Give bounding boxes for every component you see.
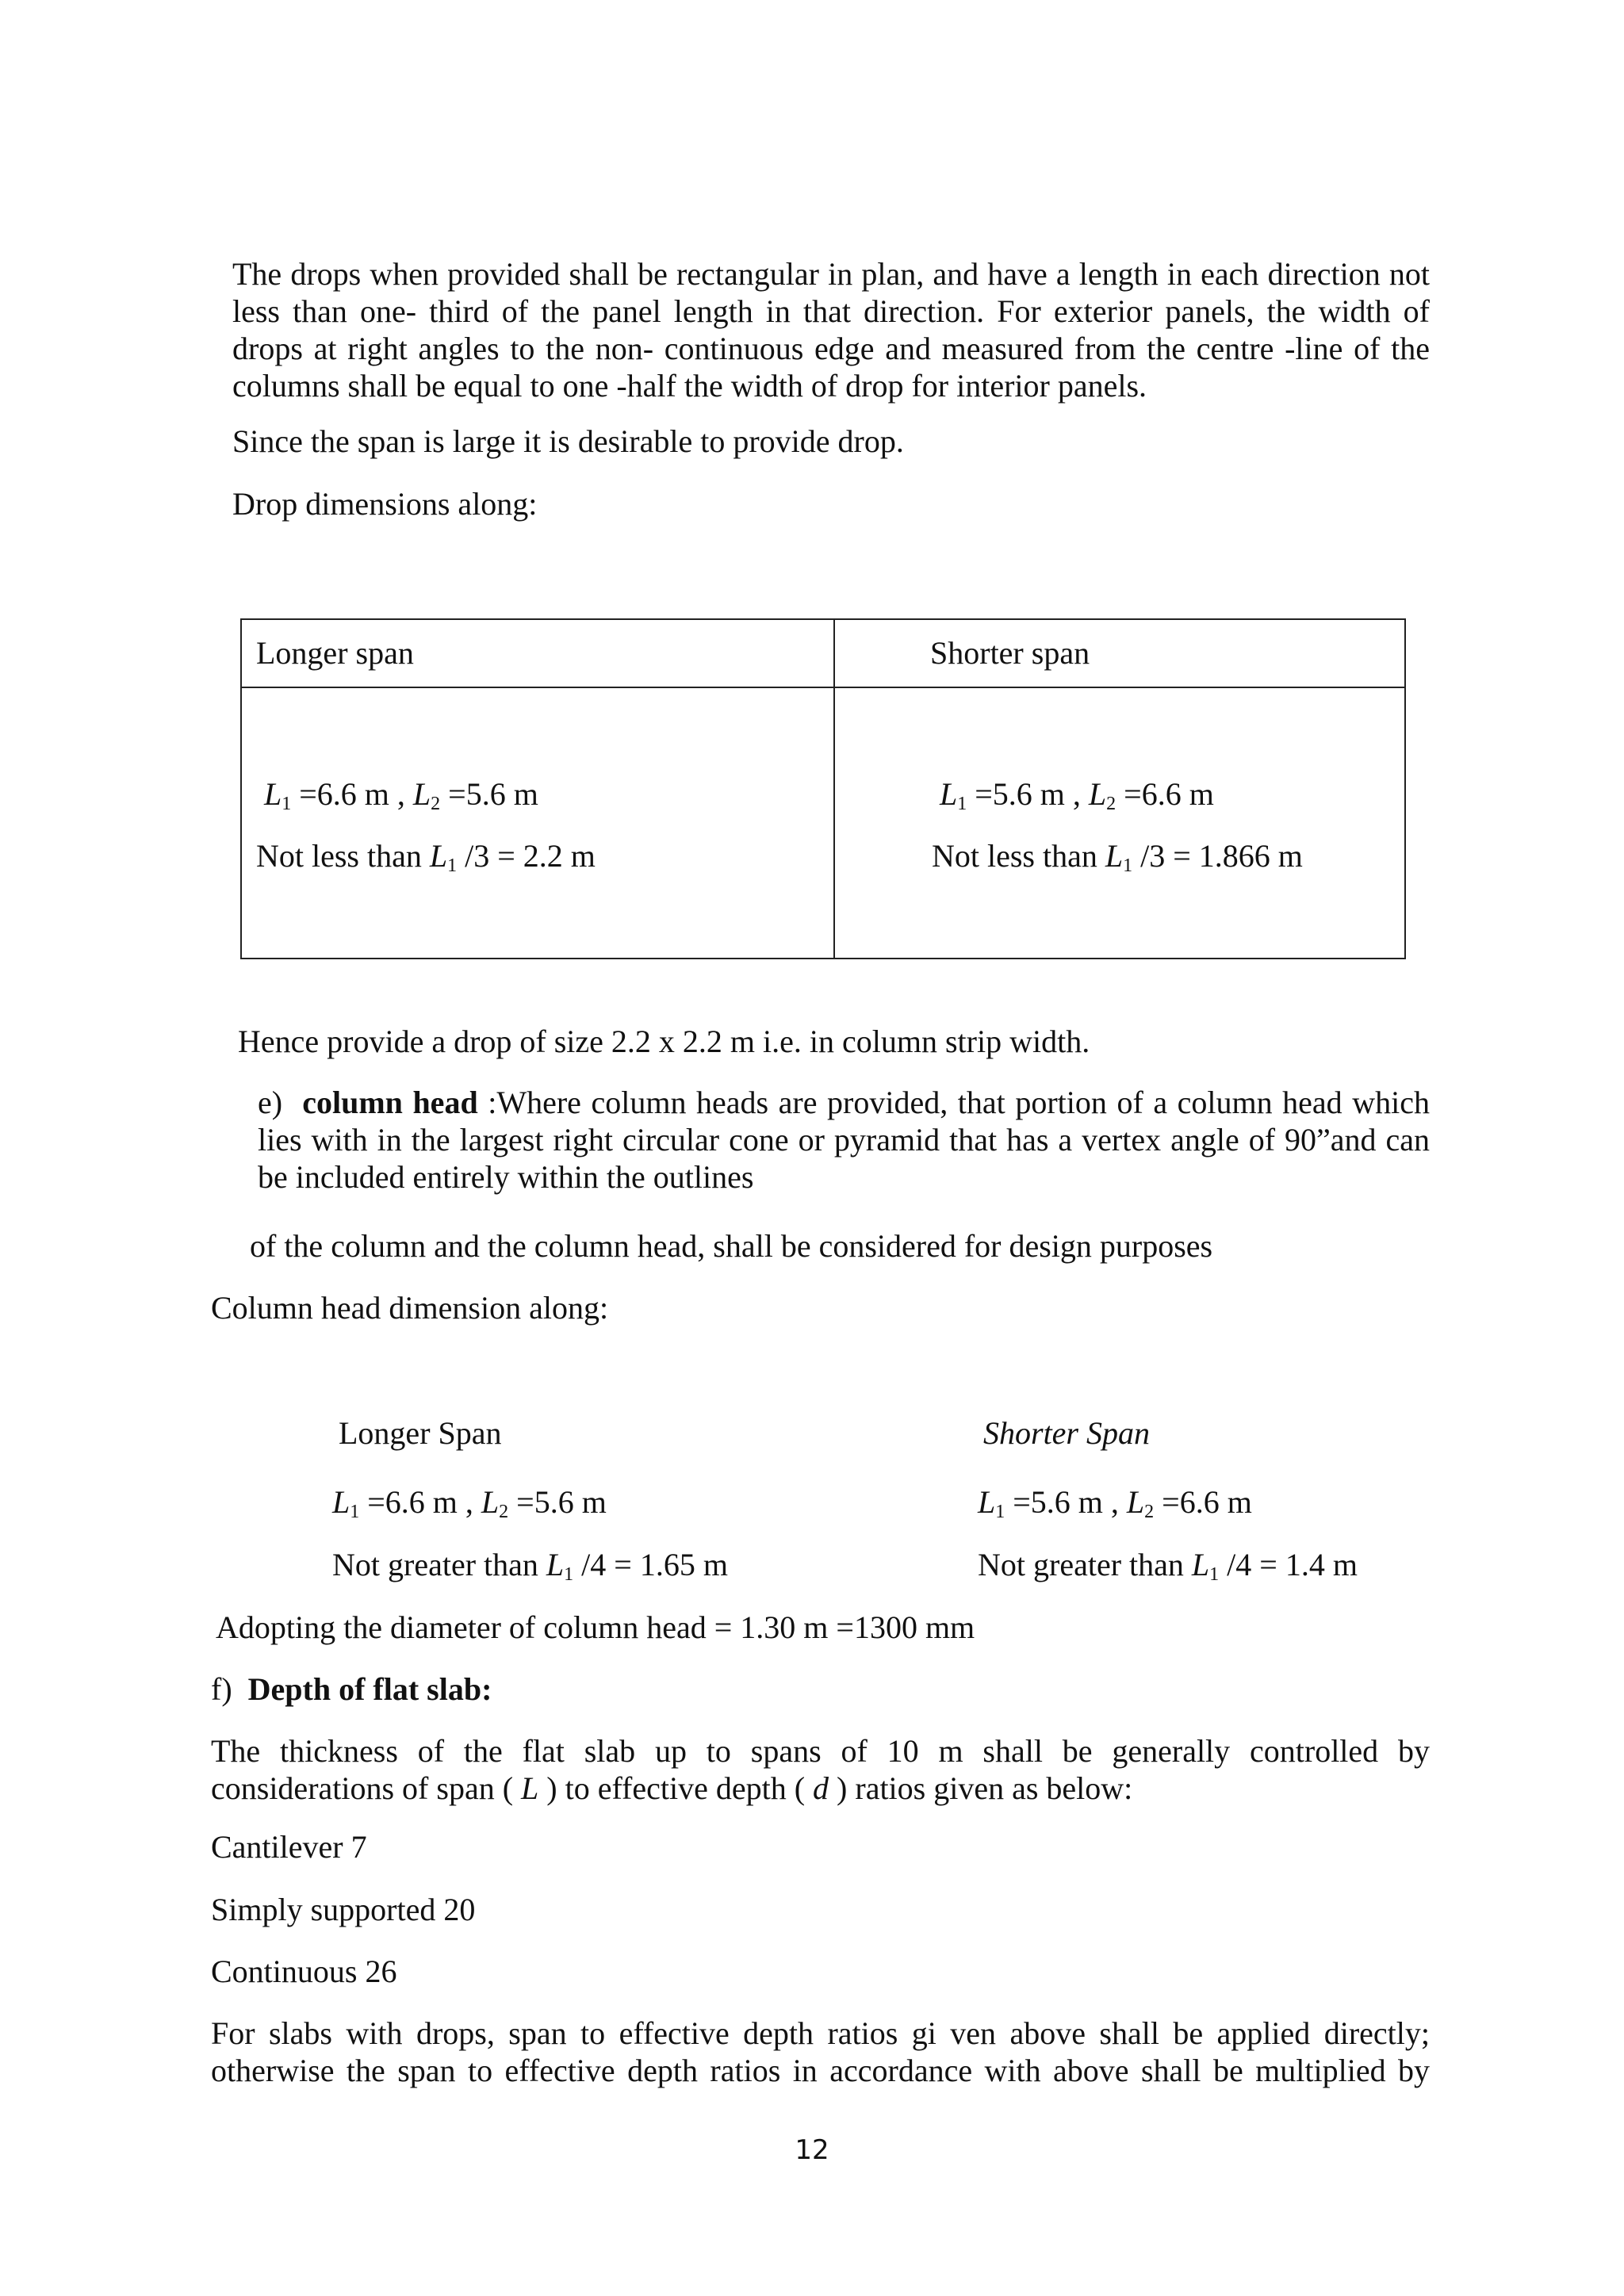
paragraph-provide-drop: Hence provide a drop of size 2.2 x 2.2 m i.e. in column strip width. (238, 1024, 1090, 1059)
paragraph-column-outlines: of the column and the column head, shall be considered for design purposes (250, 1228, 1213, 1264)
ratio-continuous: Continuous 26 (211, 1954, 397, 1989)
table-cell-longer-span (241, 687, 834, 959)
table-header-longer-span: Longer span (241, 619, 834, 687)
shorter-span-min-drop: Not less than $L_1$ /3 = 1.866 m (932, 838, 1303, 876)
paragraph-column-head-dimension: Column head dimension along: (211, 1290, 609, 1326)
column-head-shorter-span-header: Shorter Span (983, 1415, 1150, 1451)
section-e-line-3: be included entirely within the outlines (258, 1159, 754, 1195)
table-header-row (241, 619, 1405, 687)
ratio-simply-supported: Simply supported 20 (211, 1892, 476, 1927)
paragraph-drop-dimensions: Drop dimensions along: (232, 486, 538, 522)
table-header-shorter-span: Shorter span (834, 619, 1405, 687)
ratio-cantilever: Cantilever 7 (211, 1829, 367, 1865)
column-head-longer-span-header: Longer Span (339, 1415, 502, 1451)
section-e-column-head (258, 1084, 1430, 1196)
column-head-longer-span-max: Not greater than $L_1$ /4 = 1.65 m (332, 1547, 728, 1585)
paragraph-slabs-with-drops (211, 2015, 1430, 2089)
paragraph-span-large: Since the span is large it is desirable to provide drop. (232, 423, 904, 459)
section-e-line-1: e) column head :Where column heads are provided, that portion of a column head which (258, 1085, 1430, 1120)
longer-span-lengths: $L_1 =6.6$ m , $L_2 =5.6$ m (264, 776, 538, 814)
paragraph-adopting-diameter: Adopting the diameter of column head = 1.30 m =1300 mm (216, 1609, 975, 1645)
column-head-longer-span-lengths: $L_1 =6.6$ m , $L_2 =5.6$ m (332, 1484, 607, 1522)
longer-span-min-drop: Not less than $L_1$ /3 = 2.2 m (256, 838, 596, 876)
column-head-shorter-span-max: Not greater than $L_1$ /4 = 1.4 m (978, 1547, 1358, 1585)
page-number: 12 (795, 2134, 829, 2166)
table-row (241, 687, 1405, 959)
shorter-span-lengths: $L_1 =5.6$ m , $L_2 =6.6$ m (940, 776, 1214, 814)
paragraph-flat-slab-line-2: considerations of span ( L ) to effective depth ( d ) ratios given as below: (211, 1770, 1133, 1806)
paragraph-drops-definition: The drops when provided shall be rectangular in plan, and have a length in each direction not less than one- third of the panel length in that direction. For exterior panels, the width of drops at right angles to the non- continuous edge and measured from the centre -line of the columns shall be equal to one -half the width of drop for interior panels. (232, 256, 1430, 404)
section-f-heading: f) Depth of flat slab: (211, 1671, 492, 1707)
section-e-line-2: lies with in the largest right circular cone or pyramid that has a vertex angle of 90”and can (258, 1122, 1430, 1158)
drop-dimensions-table (240, 618, 1406, 959)
column-head-shorter-span-lengths: $L_1 =5.6$ m , $L_2 =6.6$ m (978, 1484, 1252, 1522)
table-cell-shorter-span (834, 687, 1405, 959)
paragraph-slabs-line-1: For slabs with drops, span to effective depth ratios gi ven above shall be applied directly; (211, 2015, 1430, 2051)
paragraph-flat-slab-thickness (211, 1732, 1430, 1807)
paragraph-flat-slab-line-1: The thickness of the flat slab up to spans of 10 m shall be generally controlled by (211, 1733, 1430, 1769)
paragraph-slabs-line-2: otherwise the span to effective depth ratios in accordance with above shall be multiplied by (211, 2053, 1430, 2088)
